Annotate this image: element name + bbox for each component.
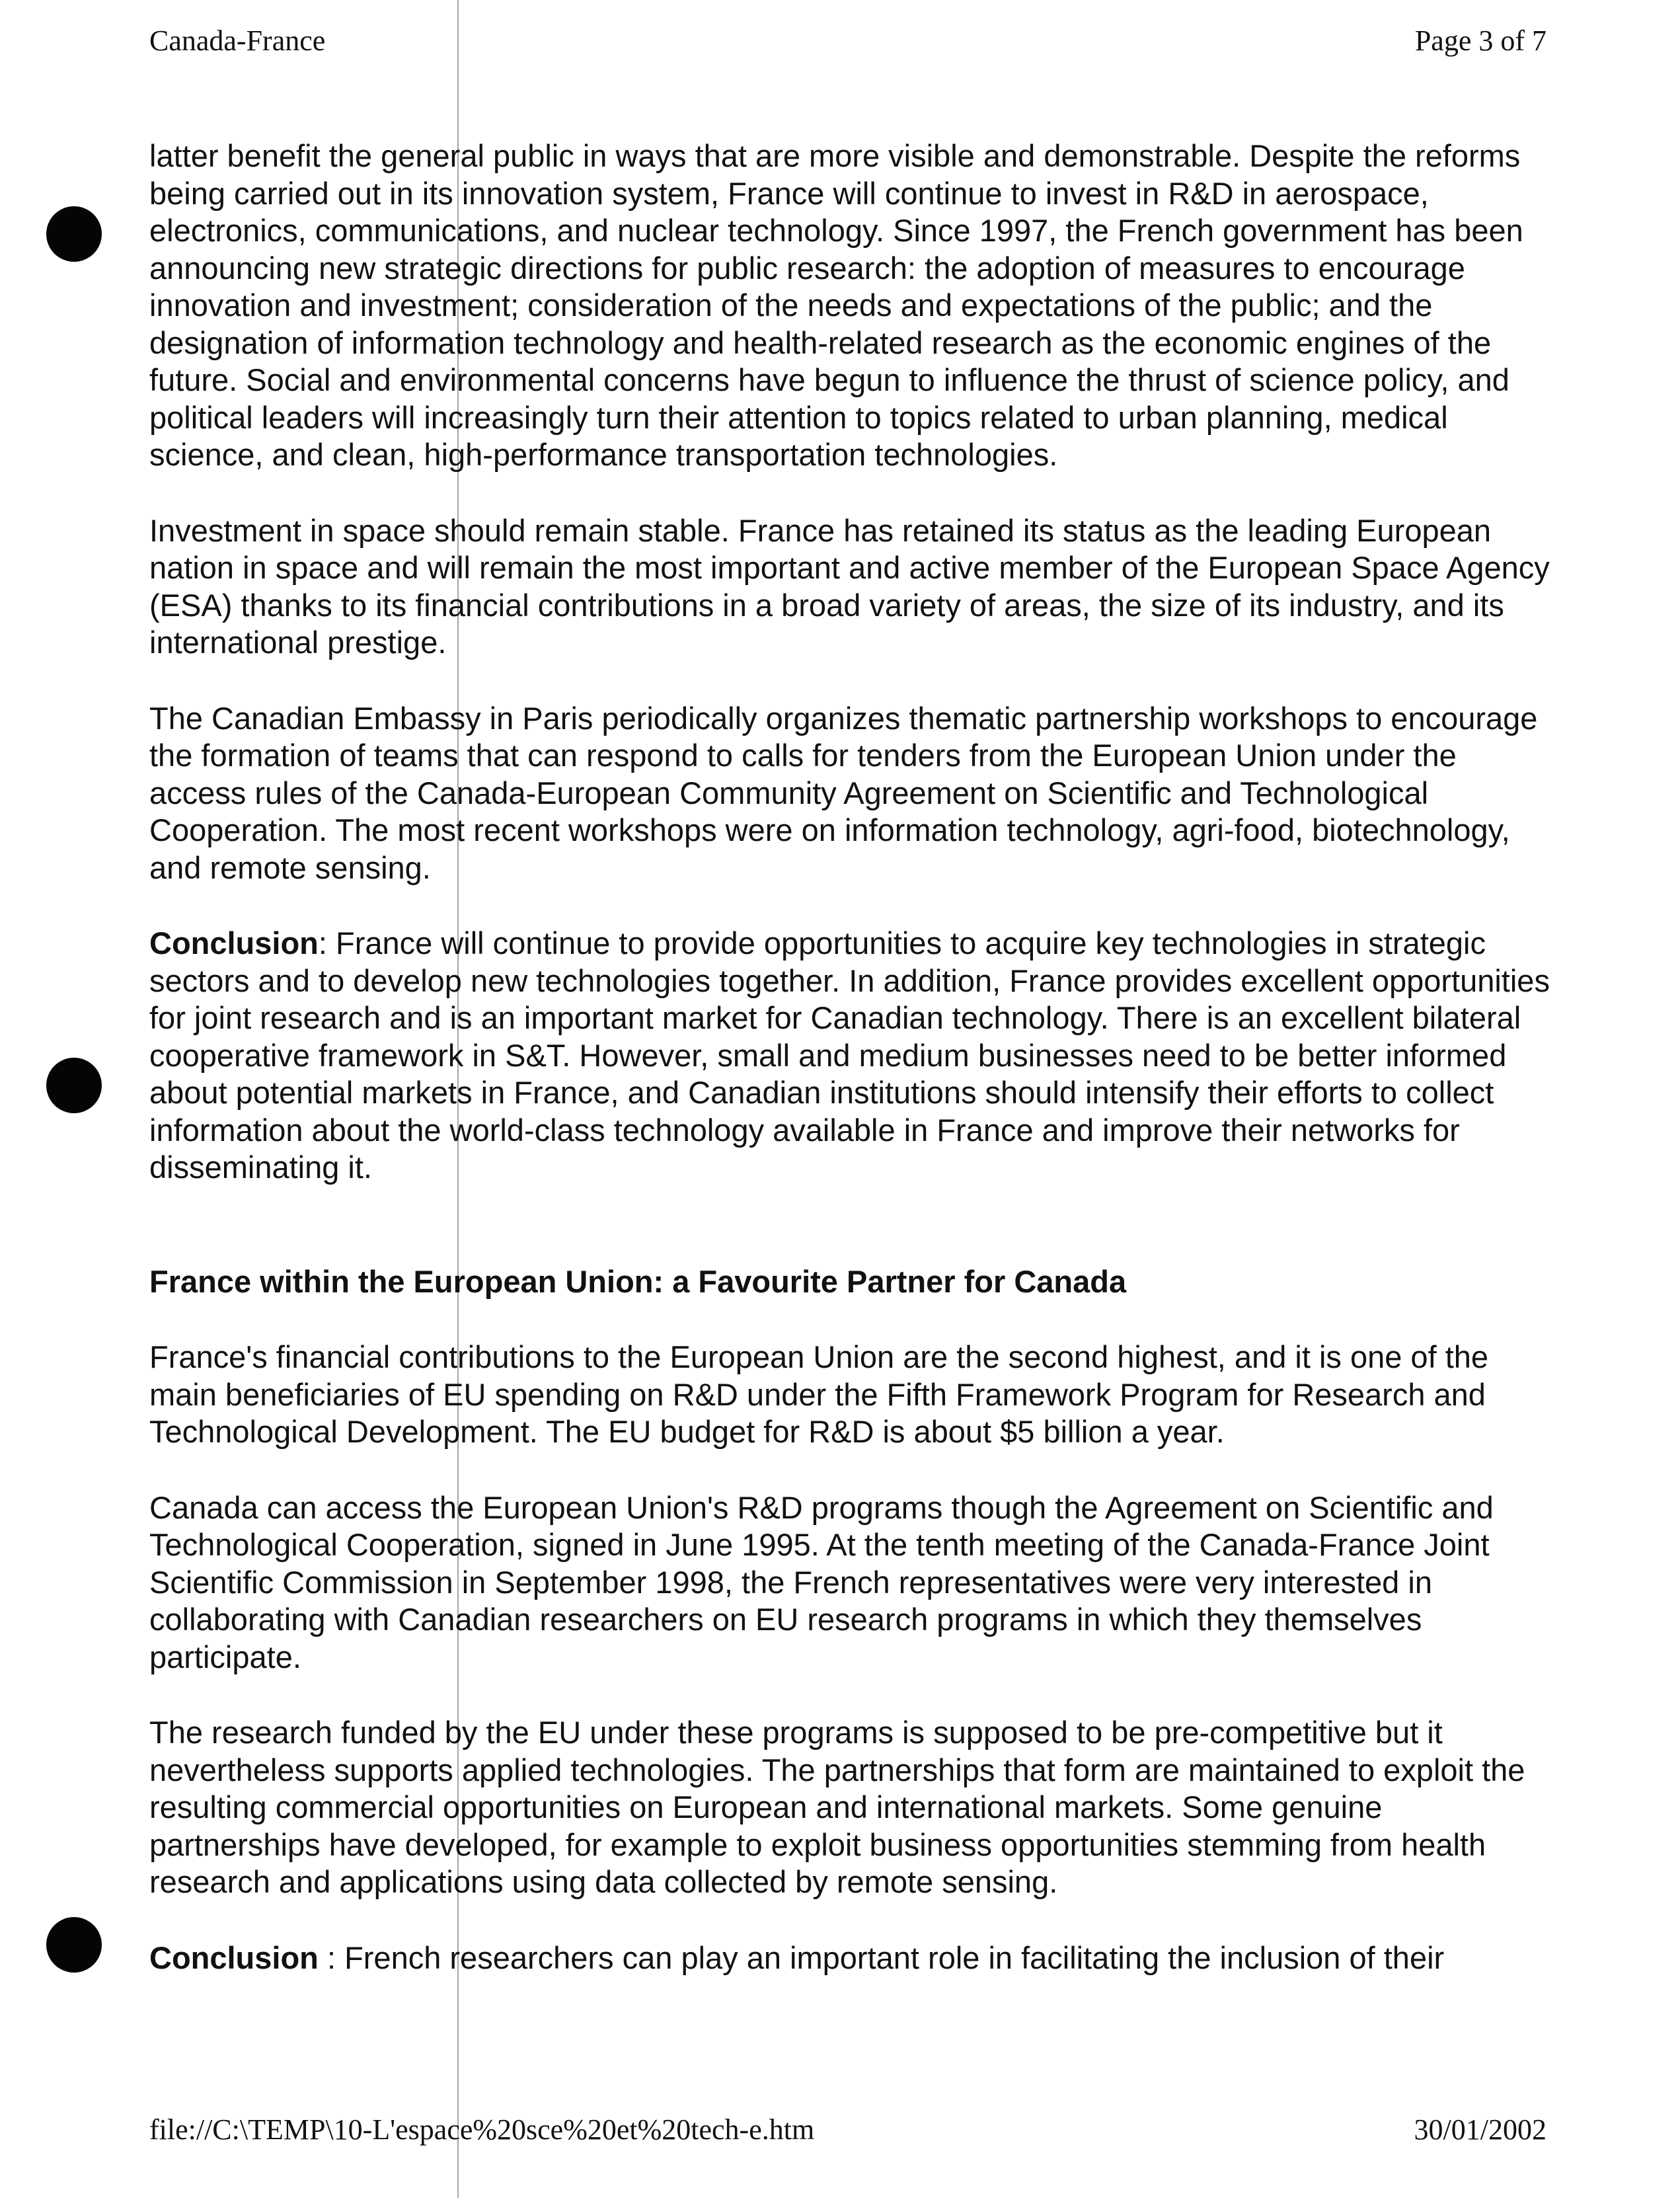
conclusion-paragraph <box>149 925 1550 1187</box>
conclusion-label: Conclusion <box>149 925 319 961</box>
paragraph: Investment in space should remain stable. France has retained its status as the leading European nation in space and will remain the most important and active member of the European Space Agency (ESA) thanks to its financial contributions in a broad variety of areas, the size of its industry, and its international prestige. <box>149 512 1550 660</box>
conclusion-label: Conclusion <box>149 1940 319 1975</box>
document-body <box>149 137 1550 2015</box>
paragraph: France's financial contributions to the European Union are the second highest, and it is one of the main beneficiaries of EU spending on R&D under the Fifth Framework Program for Research and Technological Development. The EU budget for R&D is about $5 billion a year. <box>149 1339 1489 1449</box>
print-date: 30/01/2002 <box>1414 2113 1546 2146</box>
conclusion-paragraph <box>149 1940 1550 1977</box>
punch-hole <box>46 206 102 262</box>
page-number: Page 3 of 7 <box>1414 24 1546 57</box>
punch-hole <box>46 1917 102 1973</box>
paragraph: The Canadian Embassy in Paris periodically organizes thematic partnership workshops to encourage the formation of teams that can respond to calls for tenders from the European Union under the access rules of the Canada-European Community Agreement on Scientific and Technological Cooperation. The most recent workshops were on information technology, agri-food, biotechnology, and remote sensing. <box>149 700 1538 885</box>
header-title: Canada-France <box>149 24 326 57</box>
conclusion-text: : French researchers can play an important role in facilitating the inclusion of their <box>318 1940 1445 1975</box>
paragraph: latter benefit the general public in ways that are more visible and demonstrable. Despite the reforms being carried out in its innovation system, France will continue to invest in R&D in aerospace, electronics, communications, and nuclear technology. Since 1997, the French government has been announcing new strategic directions for public research: the adoption of measures to encourage innovation and investment; consideration of the needs and expectations of the public; and the designation of information technology and health-related research as the economic engines of the future. Social and environmental concerns have begun to influence the thrust of science policy, and political leaders will increasingly turn their attention to topics related to urban planning, medical science, and clean, high-performance transportation technologies. <box>149 138 1523 472</box>
punch-hole <box>46 1058 102 1113</box>
paragraph: Canada can access the European Union's R&D programs though the Agreement on Scientific and Technological Cooperation, signed in June 1995. At the tenth meeting of the Canada-France Joint Scientific Commission in September 1998, the French representatives were very interested in collaborating with Canadian researchers on EU research programs in which they themselves participate. <box>149 1489 1494 1674</box>
section-heading: France within the European Union: a Favourite Partner for Canada <box>149 1263 1127 1299</box>
conclusion-text: : France will continue to provide opportunities to acquire key technologies in strategic sectors and to develop new technologies together. In addition, France provides excellent opportunities for joint research and is an important market for Canadian technology. There is an excellent bilateral cooperative framework in S&T. However, small and medium businesses need to be better informed about potential markets in France, and Canadian institutions should intensify their efforts to collect information about the world-class technology available in France and improve their networks for disseminating it. <box>149 925 1550 1185</box>
paragraph: The research funded by the EU under these programs is supposed to be pre-competitive but it nevertheless supports applied technologies. The partnerships that form are maintained to exploit the resulting commercial opportunities on European and international markets. Some genuine partnerships have developed, for example to exploit business opportunities stemming from health research and applications using data collected by remote sensing. <box>149 1715 1525 1899</box>
file-path: file://C:\TEMP\10-L'espace%20sce%20et%20tech-e.htm <box>149 2113 815 2146</box>
